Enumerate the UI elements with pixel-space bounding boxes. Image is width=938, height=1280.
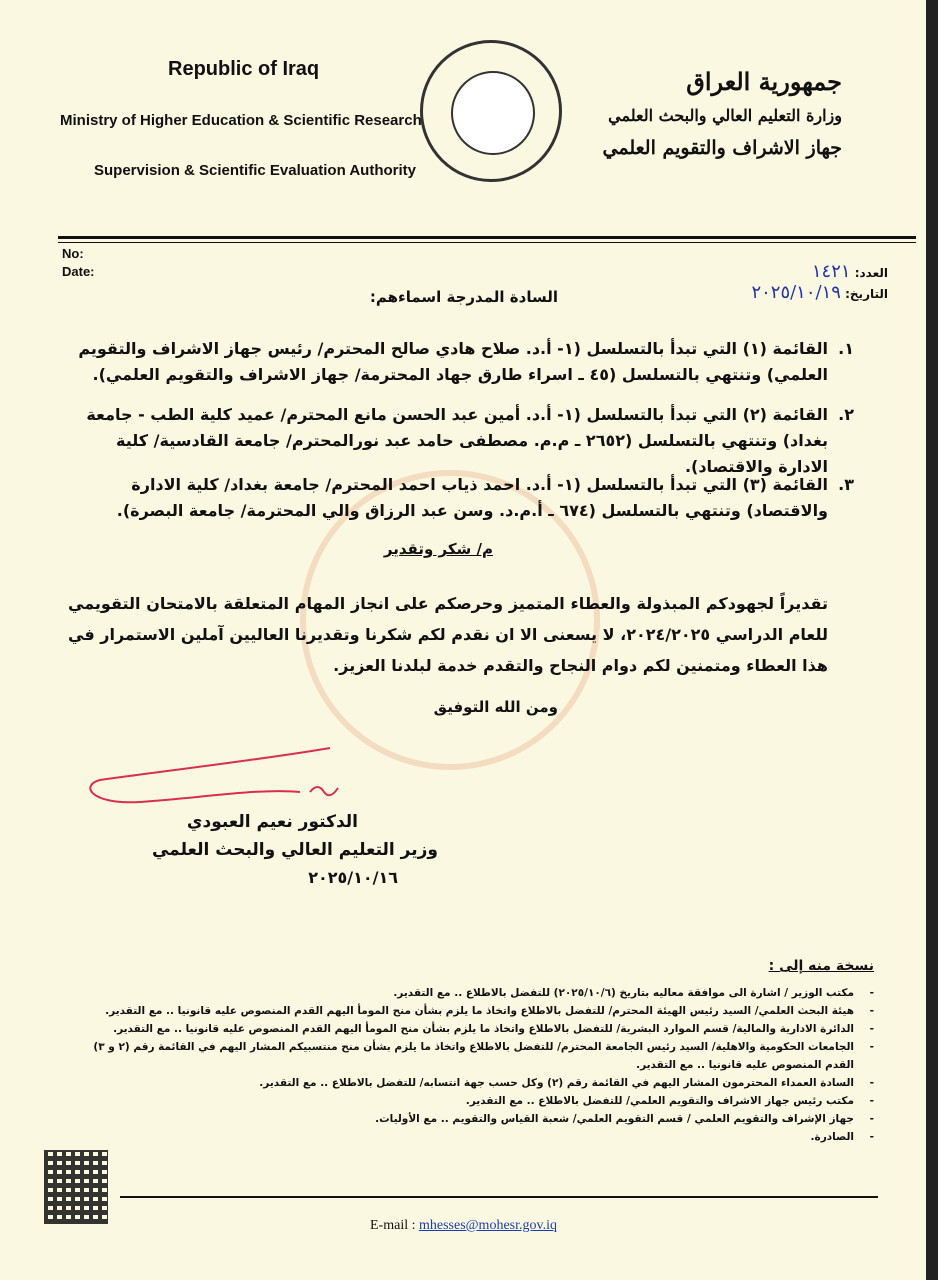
item-number: ٣. <box>838 475 854 494</box>
email-link[interactable]: mhesses@mohesr.gov.iq <box>419 1218 557 1233</box>
no-label: No: <box>62 246 84 261</box>
list-item <box>68 402 854 480</box>
ar-date-label: التاريخ: <box>845 287 888 301</box>
footer-divider <box>120 1196 878 1198</box>
scan-edge <box>926 0 938 1280</box>
signatory-title: وزير التعليم العالي والبحث العلمي <box>151 840 438 860</box>
list-item <box>68 336 854 388</box>
cc-list <box>74 984 874 1146</box>
item-text: القائمة (٢) التي تبدأ بالتسلسل (١- أ.د. أمين عبد الحسن مانع المحترم/ عميد كلية الطب - جامعة بغداد) وتنتهي بالتسلسل (٢٦٥٢ ـ م.م. مصطفى حامد عبد نورالمحترم/ جامعة القادسية/ كلية الادارة والاقتصاد). <box>86 405 828 476</box>
header-divider <box>58 236 916 239</box>
item-number: ١. <box>838 339 854 358</box>
cc-item: - مكتب رئيس جهاز الاشراف والتقويم العلمي/ للتفضل بالاطلاع .. مع التقدير. <box>74 1092 874 1110</box>
ar-no-label: العدد: <box>854 266 888 280</box>
footer-email <box>370 1218 557 1234</box>
no-date-labels <box>62 245 95 281</box>
qr-code-icon <box>44 1150 108 1224</box>
email-label: E-mail : <box>370 1218 416 1233</box>
closing: ومن الله التوفيق <box>433 698 558 716</box>
cc-item: - الدائرة الادارية والمالية/ قسم الموارد البشرية/ للتفضل بالاطلاع واتخاذ ما يلزم بشأن منح المومأ اليهم القدم المنصوص عليه قانونيا .. مع التقدير. <box>74 1020 874 1038</box>
list-item <box>68 472 854 524</box>
english-title: Republic of Iraq <box>168 58 320 80</box>
item-number: ٢. <box>838 405 854 424</box>
item-text: القائمة (١) التي تبدأ بالتسلسل (١- أ.د. صلاح هادي صالح المحترم/ رئيس جهاز الاشراف والتقويم العلمي) وتنتهي بالتسلسل (٤٥ ـ اسراء طارق جهاد المحترمة/ جهاز الاشراف والتقويم العلمي). <box>78 339 828 384</box>
ar-date-value: ٢٠٢٥/١٠/١٩ <box>751 282 841 303</box>
english-authority: Supervision & Scientific Evaluation Authority <box>94 162 416 179</box>
seal-emblem-icon <box>451 71 535 155</box>
addressee: السادة المدرجة اسماءهم: <box>369 288 558 306</box>
letter-body: تقديراً لجهودكم المبذولة والعطاء المتميز وحرصكم على انجاز المهام المتعلقة بالامتحان التقويمي للعام الدراسي ٢٠٢٤/٢٠٢٥، لا يسعنى الا ان نقدم لكم شكرنا وتقديرنا العاليين آملين الاستمرار في هذا العطاء ومتمنين لكم دوام النجاح والتقدم خدمة لبلدنا العزيز. <box>68 594 828 675</box>
cc-heading: نسخة منه إلى : <box>768 958 874 974</box>
signature-date: ٢٠٢٥/١٠/١٦ <box>308 868 398 887</box>
english-ministry: Ministry of Higher Education & Scientific Research <box>60 112 422 129</box>
cc-item: - مكتب الوزير / اشارة الى موافقة معاليه بتاريخ (٢٠٢٥/١٠/٦) للتفضل بالاطلاع .. مع التقدير. <box>74 984 874 1002</box>
signatory-name: الدكتور نعيم العبودي <box>186 812 358 832</box>
subject: م/ شكر وتقدير <box>383 540 493 558</box>
ministry-seal-logo <box>420 40 562 182</box>
cc-item: - هيئة البحث العلمي/ السيد رئيس الهيئة المحترم/ للتفضل بالاطلاع واتخاذ ما يلزم بشأن منح المومأ اليهم القدم المنصوص عليه قانونيا .. مع التقدير. <box>74 1002 874 1020</box>
arabic-ministry: وزارة التعليم العالي والبحث العلمي <box>608 106 842 125</box>
arabic-authority: جهاز الاشراف والتقويم العلمي <box>602 137 842 159</box>
arabic-country: جمهورية العراق <box>686 67 842 96</box>
cc-item: - السادة العمداء المحترمون المشار اليهم في القائمة رقم (٢) وكل حسب جهة انتسابه/ للتفضل بالاطلاع .. مع التقدير. <box>74 1074 874 1092</box>
date-label: Date: <box>62 264 95 279</box>
cc-item: - جهاز الإشراف والتقويم العلمي / قسم التقويم العلمي/ شعبة القياس والتقويم .. مع الأوليات. <box>74 1110 874 1128</box>
cc-item: - الجامعات الحكومية والاهلية/ السيد رئيس الجامعة المحترم/ للتفضل بالاطلاع واتخاذ ما يلزم بشأن منح منتسبيكم المشار اليهم في القائمة رقم (٢ و ٣) القدم المنصوص عليه قانونيا .. مع التقدير. <box>74 1038 874 1074</box>
item-text: القائمة (٣) التي تبدأ بالتسلسل (١- أ.د. احمد ذياب احمد المحترم/ جامعة بغداد/ كلية الادارة والاقتصاد) وتنتهي بالتسلسل (٦٧٤ ـ أ.م.د. وسن عبد الرزاق والي المحترمة/ جامعة البصرة). <box>116 475 828 520</box>
cc-item: - الصادرة. <box>74 1128 874 1146</box>
arabic-letterhead <box>578 62 842 166</box>
reference-block <box>751 262 888 304</box>
ar-no-value: ١٤٢١ <box>811 261 851 282</box>
header-divider-thin <box>58 242 916 243</box>
handwritten-signature <box>80 740 340 820</box>
